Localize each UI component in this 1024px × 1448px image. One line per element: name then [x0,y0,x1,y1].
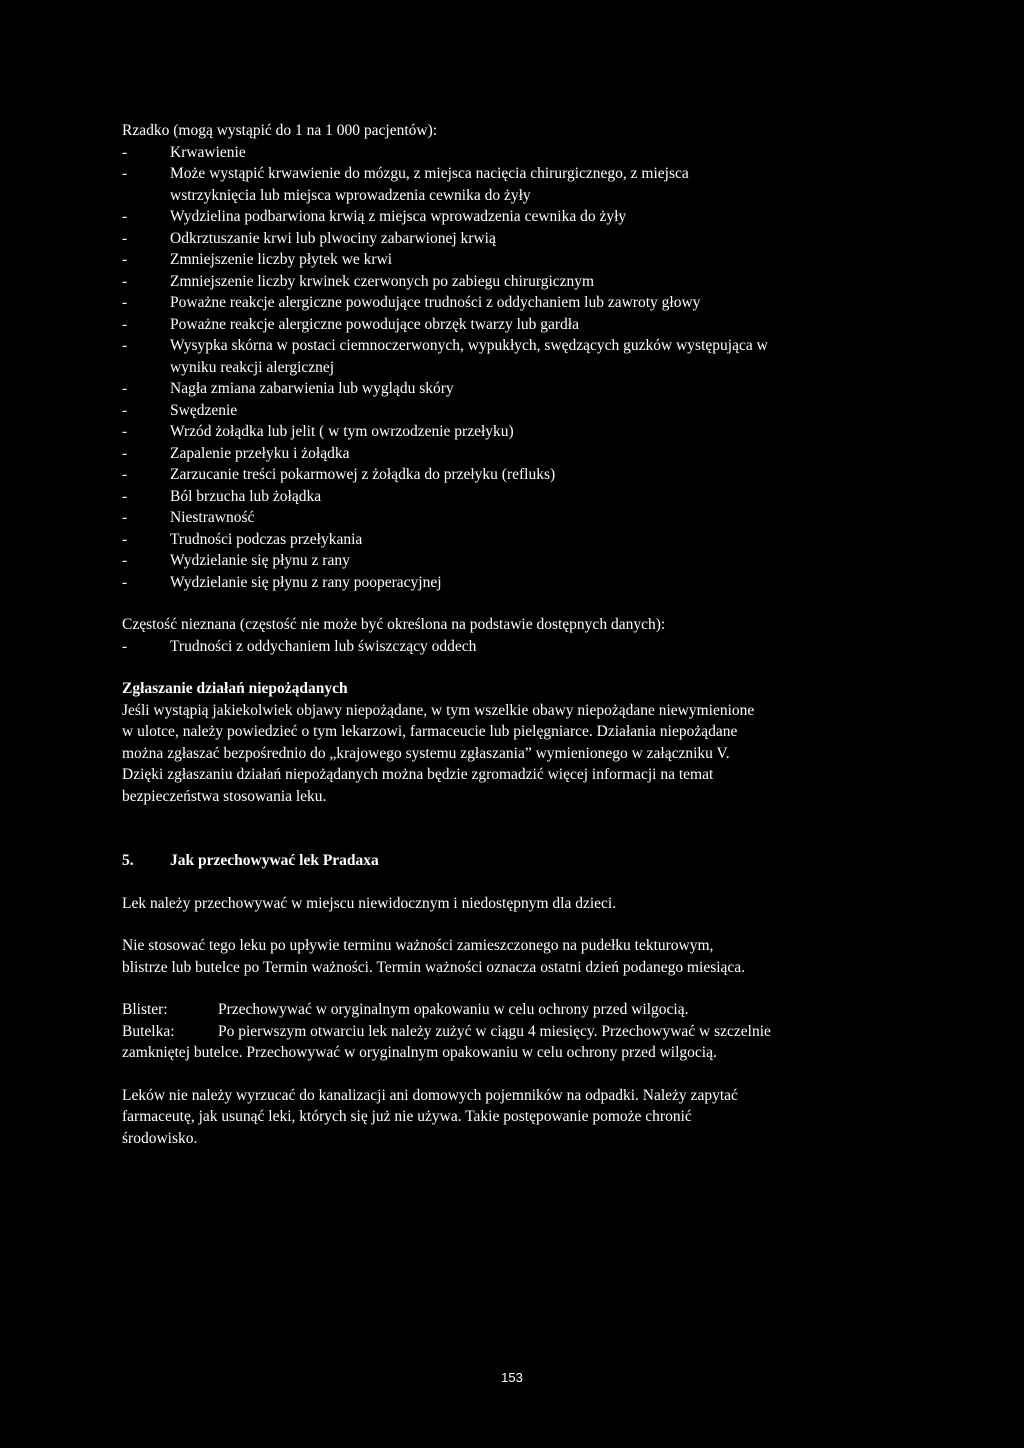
list-dash: - [122,444,128,462]
list-item-text: Niestrawność [170,509,255,526]
list-item [122,378,912,400]
list-dash: - [122,143,128,161]
list-dash: - [122,487,128,505]
list-item-text: Swędzenie [170,401,238,419]
list-item [122,314,912,336]
list-item-text: Trudności z oddychaniem lub świszczący oddech [170,637,477,655]
expiry-paragraph-line: Nie stosować tego leku po upływie terminu ważności zamieszczonego na pudełku tekturowym, [122,937,714,954]
reporting-paragraph-line: w ulotce, należy powiedzieć o tym lekarzowi, farmaceucie lub pielęgniarce. Działania niepożądane [122,723,738,740]
list-dash: - [122,165,128,182]
list-dash: - [122,229,128,247]
list-dash: - [122,552,128,569]
list-item [122,400,912,422]
list-item-text: Wydzielina podbarwiona krwią z miejsca wprowadzenia cewnika do żyły [170,208,627,225]
disposal-paragraph-line: Leków nie należy wyrzucać do kanalizacji ani domowych pojemników na odpadki. Należy zapytać [122,1086,738,1104]
storage-paragraph: Lek należy przechowywać w miejscu niewidocznym i niedostępnym dla dzieci. [122,894,617,912]
bottle-text: Po pierwszym otwarciu lek należy zużyć w ciągu 4 miesięcy. Przechowywać w szczelnie [218,1022,771,1040]
expiry-paragraph-line: blistrze lub butelce po Termin ważności. Termin ważności oznacza ostatni dzień podanego miesiąca. [122,958,746,976]
list-item [122,249,912,271]
disposal-paragraph-line: środowisko. [122,1129,198,1147]
list-dash: - [122,530,128,548]
list-item [122,271,912,293]
page-number: 153 [501,1370,523,1385]
reporting-paragraph-line: bezpieczeństwa stosowania leku. [122,787,327,805]
bottle-row [122,1021,912,1043]
list-dash: - [122,315,128,333]
list-item-text: Wydzielanie się płynu z rany pooperacyjnej [170,573,442,591]
list-item-text: Ból brzucha lub żołądka [170,487,322,505]
list-dash: - [122,637,128,655]
list-item-text: Poważne reakcje alergiczne powodujące trudności z oddychaniem lub zawroty głowy [170,294,701,311]
list-dash: - [122,401,128,419]
list-item-continuation: wstrzyknięcia lub miejsca wprowadzenia cewnika do żyły [170,186,531,204]
list-item [122,228,912,250]
list-dash: - [122,294,128,311]
list-item [122,464,912,486]
list-item [122,443,912,465]
document-page [122,120,912,1149]
list-dash: - [122,251,128,268]
section-title: Jak przechowywać lek Pradaxa [170,852,379,869]
list-item-text: Wydzielanie się płynu z rany [170,552,350,569]
rare-heading: Rzadko (mogą wystąpić do 1 na 1 000 pacjentów): [122,122,438,139]
list-dash: - [122,466,128,483]
reporting-paragraph-line: Jeśli wystąpią jakiekolwiek objawy niepożądane, w tym wszelkie obawy niepożądane niewymienione [122,701,755,719]
list-dash: - [122,509,128,526]
list-item-text: Poważne reakcje alergiczne powodujące obrzęk twarzy lub gardła [170,315,579,333]
blister-text: Przechowywać w oryginalnym opakowaniu w celu ochrony przed wilgocią. [218,1001,689,1018]
list-item-text: Nagła zmiana zabarwienia lub wyglądu skóry [170,380,454,397]
list-item [122,636,912,658]
reporting-title: Zgłaszanie działań niepożądanych [122,680,348,697]
blister-row [122,999,912,1021]
list-item [122,486,912,508]
list-item [122,335,912,357]
list-item [122,142,912,164]
list-item-text: Zapalenie przełyku i żołądka [170,444,350,462]
list-item [122,572,912,594]
list-item-text: Wysypka skórna w postaci ciemnoczerwonych, wypukłych, swędzących guzków występująca w [170,337,768,354]
list-dash: - [122,573,128,591]
bottle-label: Butelka: [122,1022,175,1040]
list-item-text: Zmniejszenie liczby krwinek czerwonych po zabiegu chirurgicznym [170,272,595,290]
section-number: 5. [122,852,134,869]
list-item [122,529,912,551]
list-dash: - [122,208,128,225]
list-dash: - [122,423,128,440]
list-item-text: Zmniejszenie liczby płytek we krwi [170,251,393,268]
unknown-frequency-heading: Częstość nieznana (częstość nie może być określona na podstawie dostępnych danych): [122,616,666,633]
list-item-text: Trudności podczas przełykania [170,530,363,548]
disposal-paragraph-line: farmaceutę, jak usunąć leki, których się już nie używa. Takie postępowanie pomoże chronić [122,1108,692,1125]
blister-label: Blister: [122,1001,168,1018]
list-item [122,550,912,572]
list-item-text: Zarzucanie treści pokarmowej z żołądka do przełyku (refluks) [170,466,556,483]
list-item-text: Odkrztuszanie krwi lub plwociny zabarwionej krwią [170,229,496,247]
list-item [122,292,912,314]
bottle-text-continuation: zamkniętej butelce. Przechowywać w oryginalnym opakowaniu w celu ochrony przed wilgocią. [122,1044,717,1061]
list-item [122,507,912,529]
list-item-text: Może wystąpić krwawienie do mózgu, z miejsca nacięcia chirurgicznego, z miejsca [170,165,689,182]
list-dash: - [122,337,128,354]
list-item-text: Krwawienie [170,143,246,161]
reporting-paragraph-line: Dzięki zgłaszaniu działań niepożądanych można będzie zgromadzić więcej informacji na temat [122,766,714,783]
list-item-text: Wrzód żołądka lub jelit ( w tym owrzodzenie przełyku) [170,423,514,440]
list-item [122,206,912,228]
list-item [122,163,912,185]
list-dash: - [122,380,128,397]
list-dash: - [122,272,128,290]
section-5-heading [122,850,912,872]
reporting-paragraph-line: można zgłaszać bezpośrednio do „krajowego systemu zgłaszania” wymienionego w załączniku V. [122,744,730,762]
list-item-continuation: wyniku reakcji alergicznej [170,358,335,376]
list-item [122,421,912,443]
